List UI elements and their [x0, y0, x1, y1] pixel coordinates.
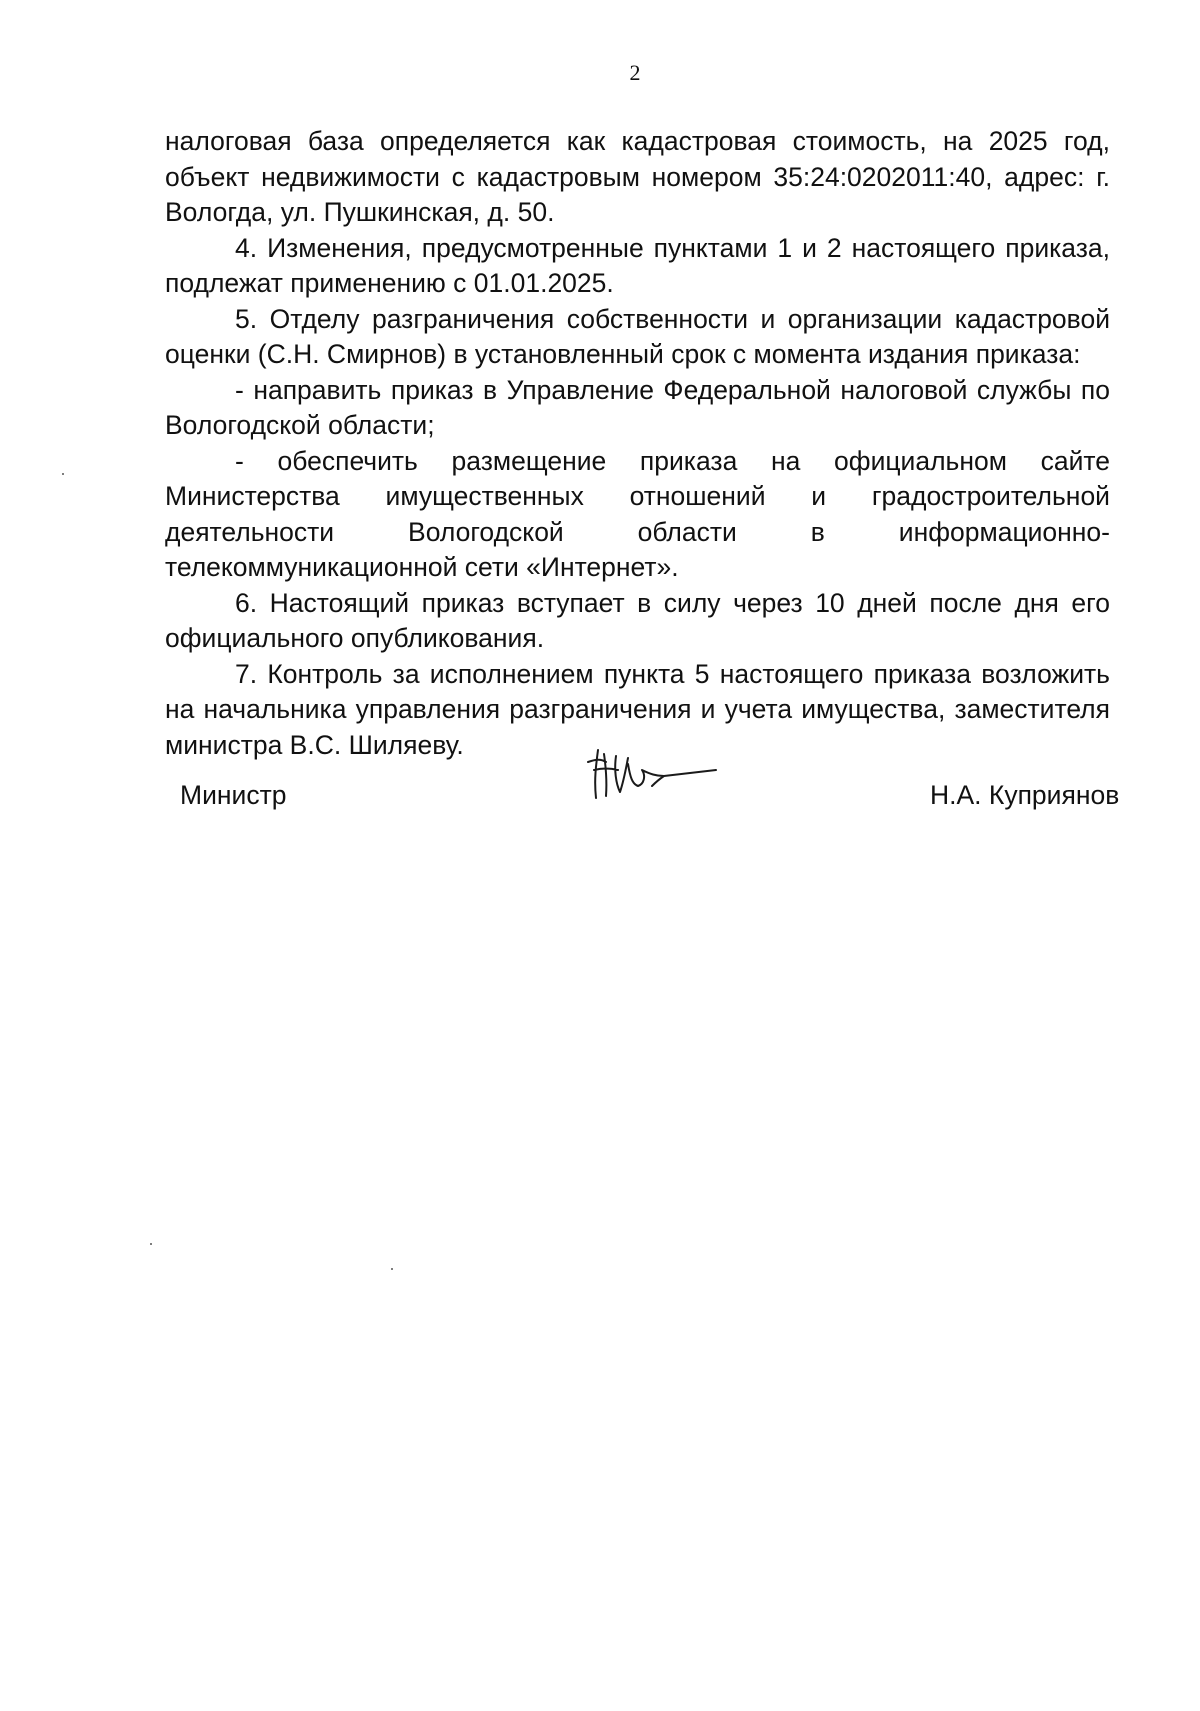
- paragraph-item-4: 4. Изменения, предусмотренные пунктами 1 и 2 настоящего приказа, подлежат применению с 01.01.2025.: [165, 232, 1110, 298]
- paragraph-item-5: 5. Отделу разграничения собственности и организации кадастровой оценки (С.Н. Смирнов) в установленный срок с момента издания приказа:: [165, 303, 1110, 369]
- paragraph-item-6: 6. Настоящий приказ вступает в силу через 10 дней после дня его официального опубликования.: [165, 587, 1110, 653]
- document-body: [165, 124, 1110, 763]
- handwritten-signature: [580, 740, 720, 820]
- paragraph-item-7: 7. Контроль за исполнением пункта 5 настоящего приказа возложить на начальника управления разграничения и учета имущества, заместителя министра В.С. Шиляеву.: [165, 658, 1110, 760]
- scan-speck: [150, 1243, 152, 1245]
- scan-speck: [62, 473, 64, 475]
- paragraph-item-5-bullet-2: - обеспечить размещение приказа на официальном сайте Министерства имущественных отношений и градостроительной деятельности Вологодской области в информационно-телекоммуникационной сети «Интернет».: [165, 445, 1110, 582]
- scan-speck: [391, 1268, 393, 1270]
- page-number: 2: [629, 60, 641, 85]
- paragraph-item-5-bullet-1: - направить приказ в Управление Федеральной налоговой службы по Вологодской области;: [165, 374, 1110, 440]
- signatory-name: Н.А. Куприянов: [930, 780, 1120, 810]
- paragraph-continuation: налоговая база определяется как кадастровая стоимость, на 2025 год, объект недвижимости с кадастровым номером 35:24:0202011:40, адрес: г. Вологда, ул. Пушкинская, д. 50.: [165, 126, 1110, 227]
- signatory-position: Министр: [180, 780, 287, 810]
- signature-block: [0, 770, 1200, 830]
